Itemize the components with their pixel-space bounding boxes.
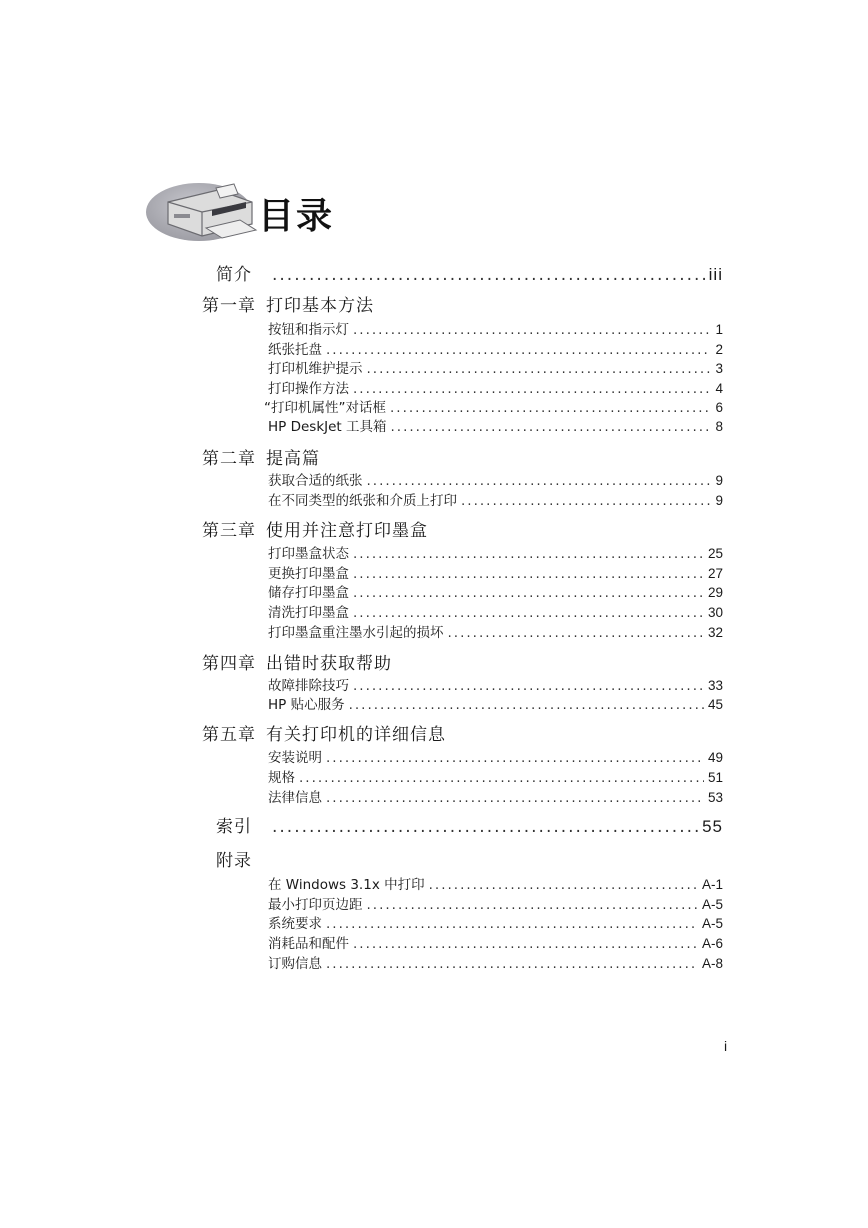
leader-dots bbox=[353, 585, 704, 601]
page-number: 4 bbox=[715, 381, 723, 396]
leader-dots bbox=[353, 381, 711, 397]
page-number: 55 bbox=[702, 817, 723, 836]
toc-entry[interactable] bbox=[268, 766, 723, 786]
index-label: 索引 bbox=[216, 817, 252, 837]
page-number: 30 bbox=[707, 605, 723, 620]
chapter-label: 第三章 bbox=[202, 521, 256, 541]
leader-dots bbox=[326, 956, 698, 972]
chapter-label: 第一章 bbox=[202, 296, 256, 316]
leader-dots bbox=[353, 605, 704, 621]
toc-entry[interactable] bbox=[268, 542, 723, 562]
footer-page-number: i bbox=[724, 1038, 728, 1054]
entry-title: 规格 bbox=[268, 770, 295, 786]
toc-entry[interactable] bbox=[268, 621, 723, 641]
chapter-heading[interactable] bbox=[202, 516, 428, 541]
page-number: A-6 bbox=[701, 936, 723, 951]
chapter-heading[interactable] bbox=[202, 444, 320, 469]
entry-title: HP 贴心服务 bbox=[268, 697, 345, 713]
page-number: A-1 bbox=[701, 877, 723, 892]
leader-dots bbox=[353, 322, 711, 338]
page-number: 9 bbox=[715, 473, 723, 488]
toc-entry[interactable] bbox=[268, 893, 723, 913]
appendix-heading[interactable] bbox=[216, 846, 252, 871]
page-number: 49 bbox=[707, 750, 723, 765]
chapter-heading[interactable] bbox=[202, 291, 374, 316]
entry-title: 打印机维护提示 bbox=[268, 361, 363, 377]
page-number: 9 bbox=[715, 493, 723, 508]
leader-dots bbox=[353, 936, 698, 952]
toc-entry[interactable] bbox=[268, 489, 723, 509]
leader-dots bbox=[326, 342, 711, 358]
entry-title: 法律信息 bbox=[268, 790, 322, 806]
page-number: 3 bbox=[715, 361, 723, 376]
entry-title: 打印墨盒状态 bbox=[268, 546, 349, 562]
page-number: 6 bbox=[715, 400, 723, 415]
leader-dots bbox=[353, 566, 704, 582]
leader-dots bbox=[353, 546, 704, 562]
printer-icon bbox=[160, 180, 260, 242]
chapter-label: 第五章 bbox=[202, 725, 256, 745]
leader-dots bbox=[367, 897, 698, 913]
leader-dots bbox=[367, 361, 712, 377]
leader-dots bbox=[349, 697, 704, 713]
toc-entry[interactable] bbox=[268, 693, 723, 713]
entry-title: HP DeskJet 工具箱 bbox=[268, 419, 387, 435]
entry-title: 按钮和指示灯 bbox=[268, 322, 349, 338]
toc-entry[interactable] bbox=[268, 357, 723, 377]
toc-intro-row[interactable] bbox=[216, 260, 723, 285]
leader-dots bbox=[391, 419, 712, 435]
toc-entry[interactable] bbox=[268, 562, 723, 582]
toc-entry[interactable] bbox=[268, 786, 723, 806]
entry-title: “打印机属性”对话框 bbox=[264, 400, 386, 416]
page-number: A-8 bbox=[701, 956, 723, 971]
leader-dots bbox=[326, 916, 698, 932]
toc-entry[interactable] bbox=[268, 952, 723, 972]
chapter-title: 有关打印机的详细信息 bbox=[266, 725, 446, 745]
entry-title: 打印操作方法 bbox=[268, 381, 349, 397]
entry-title: 在不同类型的纸张和介质上打印 bbox=[268, 493, 457, 509]
page-number: 33 bbox=[707, 678, 723, 693]
intro-label: 简介 bbox=[216, 265, 252, 285]
entry-title: 订购信息 bbox=[268, 956, 322, 972]
page-number: 8 bbox=[715, 419, 723, 434]
chapter-title: 使用并注意打印墨盒 bbox=[266, 521, 428, 541]
chapter-title: 出错时获取帮助 bbox=[266, 654, 392, 674]
toc-entry[interactable] bbox=[268, 912, 723, 932]
chapter-title: 打印基本方法 bbox=[266, 296, 374, 316]
entry-title: 更换打印墨盒 bbox=[268, 566, 349, 582]
toc-entry[interactable] bbox=[268, 377, 723, 397]
page-number: 2 bbox=[715, 342, 723, 357]
entry-title: 安装说明 bbox=[268, 750, 322, 766]
entry-title: 最小打印页边距 bbox=[268, 897, 363, 913]
page-number: 51 bbox=[707, 770, 723, 785]
entry-title: 打印墨盒重注墨水引起的损坏 bbox=[268, 625, 444, 641]
toc-index-row[interactable] bbox=[216, 812, 723, 837]
leader-dots bbox=[461, 493, 711, 509]
leader-dots bbox=[272, 817, 698, 837]
page-number: 53 bbox=[707, 790, 723, 805]
entry-title: 清洗打印墨盒 bbox=[268, 605, 349, 621]
page-number: 1 bbox=[715, 322, 723, 337]
toc-entry[interactable] bbox=[268, 932, 723, 952]
page-number: 25 bbox=[707, 546, 723, 561]
toc-entry[interactable] bbox=[268, 338, 723, 358]
page-number: A-5 bbox=[701, 916, 723, 931]
leader-dots bbox=[326, 750, 704, 766]
leader-dots bbox=[448, 625, 704, 641]
entry-title: 获取合适的纸张 bbox=[268, 473, 363, 489]
chapter-label: 第二章 bbox=[202, 449, 256, 469]
page-number: 45 bbox=[707, 697, 723, 712]
toc-entry[interactable] bbox=[268, 674, 723, 694]
page-number: 27 bbox=[707, 566, 723, 581]
page-title: 目录 bbox=[258, 196, 335, 237]
toc-entry[interactable] bbox=[268, 318, 723, 338]
entry-title: 纸张托盘 bbox=[268, 342, 322, 358]
chapter-heading[interactable] bbox=[202, 649, 392, 674]
chapter-title: 提高篇 bbox=[266, 449, 320, 469]
page-number: 32 bbox=[707, 625, 723, 640]
leader-dots bbox=[353, 678, 704, 694]
chapter-heading[interactable] bbox=[202, 720, 446, 745]
leader-dots bbox=[390, 400, 711, 416]
leader-dots bbox=[272, 265, 705, 285]
leader-dots bbox=[326, 790, 704, 806]
toc-entry[interactable] bbox=[268, 746, 723, 766]
page-number: A-5 bbox=[701, 897, 723, 912]
entry-title: 在 Windows 3.1x 中打印 bbox=[268, 877, 425, 893]
toc-entry[interactable] bbox=[268, 601, 723, 621]
chapter-label: 第四章 bbox=[202, 654, 256, 674]
leader-dots bbox=[429, 877, 698, 893]
page-number: 29 bbox=[707, 585, 723, 600]
toc-entry[interactable] bbox=[268, 469, 723, 489]
toc-entry[interactable] bbox=[268, 581, 723, 601]
entry-title: 系统要求 bbox=[268, 916, 322, 932]
toc-entry[interactable] bbox=[268, 415, 723, 435]
toc-entry[interactable] bbox=[264, 396, 723, 416]
page-number: iii bbox=[708, 265, 723, 284]
leader-dots bbox=[299, 770, 704, 786]
entry-title: 故障排除技巧 bbox=[268, 678, 349, 694]
leader-dots bbox=[367, 473, 712, 489]
toc-entry[interactable] bbox=[268, 873, 723, 893]
appendix-label: 附录 bbox=[216, 851, 252, 871]
entry-title: 消耗品和配件 bbox=[268, 936, 349, 952]
entry-title: 储存打印墨盒 bbox=[268, 585, 349, 601]
